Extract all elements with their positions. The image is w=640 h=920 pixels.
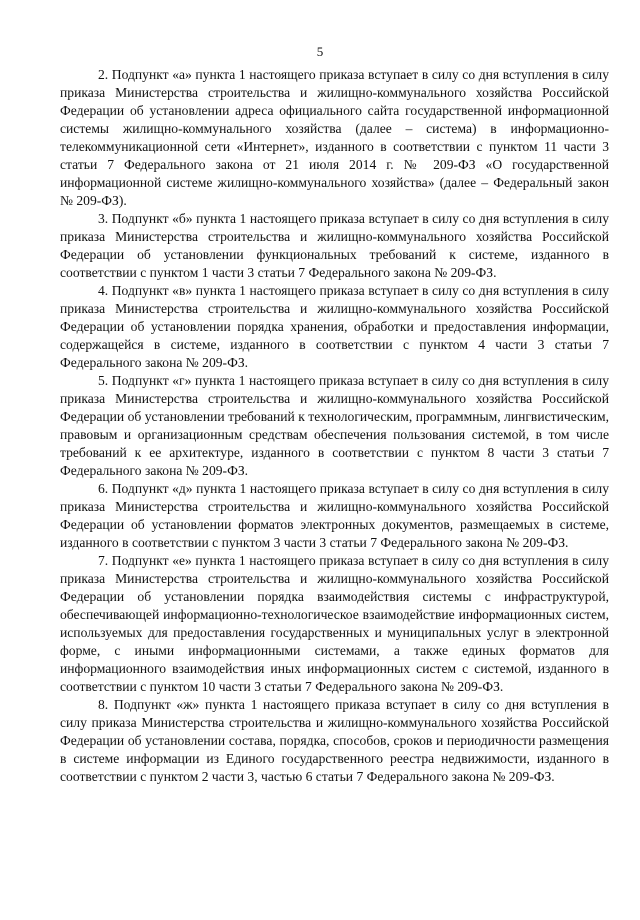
paragraph-6: 6. Подпункт «д» пункта 1 настоящего приказа вступает в силу со дня вступления в силу приказа Министерства строительства и жилищно-коммунального хозяйства Российской Федерации об установлении форматов электронных документов, размещаемых в системе, изданного в соответствии с пунктом 3 части 3 статьи 7 Федерального закона № 209-ФЗ. xyxy=(60,481,609,550)
paragraph-2: 2. Подпункт «а» пункта 1 настоящего приказа вступает в силу со дня вступления в силу приказа Министерства строительства и жилищно-коммунального хозяйства Российской Федерации об установлении адреса официального сайта государственной информационной системы жилищно-коммунального хозяйства (далее – система) в информационно-телекоммуникационной сети «Интернет», изданного в соответствии с пунктом 11 части 3 статьи 7 Федерального закона от 21 июля 2014 г. № 209-ФЗ «О государственной информационной системе жилищно-коммунального хозяйства» (далее – Федеральный закон № 209-ФЗ). xyxy=(60,67,609,208)
paragraph-8: 8. Подпункт «ж» пункта 1 настоящего приказа вступает в силу со дня вступления в силу приказа Министерства строительства и жилищно-коммунального хозяйства Российской Федерации об установлении состава, порядка, способов, сроков и периодичности размещения в системе информации из Единого государственного реестра недвижимости, изданного в соответствии с пунктом 2 части 3, частью 6 статьи 7 Федерального закона № 209-ФЗ. xyxy=(60,697,609,784)
paragraph-4: 4. Подпункт «в» пункта 1 настоящего приказа вступает в силу со дня вступления в силу приказа Министерства строительства и жилищно-коммунального хозяйства Российской Федерации об установлении порядка хранения, обработки и предоставления информации, содержащейся в системе, изданного в соответствии с пунктом 4 части 3 статьи 7 Федерального закона № 209-ФЗ. xyxy=(60,283,609,370)
paragraph-5: 5. Подпункт «г» пункта 1 настоящего приказа вступает в силу со дня вступления в силу приказа Министерства строительства и жилищно-коммунального хозяйства Российской Федерации об установлении требований к технологическим, программным, лингвистическим, правовым и организационным средствам обеспечения пользования системой, в том числе требований к ее архитектуре, изданного в соответствии с пунктом 8 части 3 статьи 7 Федерального закона № 209-ФЗ. xyxy=(60,373,609,478)
document-body xyxy=(60,66,609,786)
paragraph-7: 7. Подпункт «е» пункта 1 настоящего приказа вступает в силу со дня вступления в силу приказа Министерства строительства и жилищно-коммунального хозяйства Российской Федерации об установлении порядка взаимодействия системы с инфраструктурой, обеспечивающей информационно-технологическое взаимодействие информационных систем, используемых для предоставления государственных и муниципальных услуг в электронной форме, с иными информационными системами, а также единых форматов для информационного взаимодействия иных информационных систем с системой, изданного в соответствии с пунктом 10 части 3 статьи 7 Федерального закона № 209-ФЗ. xyxy=(60,553,609,694)
paragraph-3: 3. Подпункт «б» пункта 1 настоящего приказа вступает в силу со дня вступления в силу приказа Министерства строительства и жилищно-коммунального хозяйства Российской Федерации об установлении функциональных требований к системе, изданного в соответствии с пунктом 1 части 3 статьи 7 Федерального закона № 209-ФЗ. xyxy=(60,211,609,280)
page-number: 5 xyxy=(316,44,324,59)
